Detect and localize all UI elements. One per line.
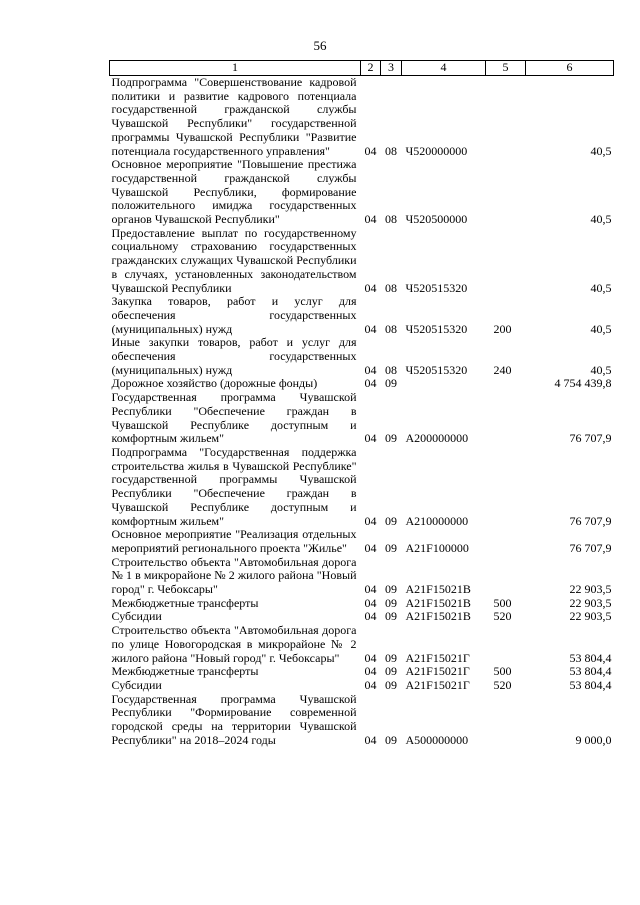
row-amount: 76 707,9: [569, 513, 612, 528]
row-target-item: А21F100000: [405, 540, 469, 555]
row-target-item: А200000000: [405, 431, 469, 446]
table-row: [110, 679, 614, 693]
row-section: 04: [364, 376, 377, 391]
row-target-item: А21F15021В: [405, 609, 471, 624]
row-subsection: 09: [385, 376, 397, 391]
table-row: [110, 158, 614, 227]
row-subsection: 09: [385, 513, 397, 528]
row-target-item: А210000000: [405, 513, 469, 528]
row-amount: 40,5: [590, 362, 612, 377]
table-row: [110, 446, 614, 528]
row-name: Основное мероприятие "Реализация отдельных мероприятий регионального проекта "Жилье": [111, 527, 357, 555]
table-row: [110, 693, 614, 748]
header-col-section: 2: [361, 61, 381, 76]
row-name: Иные закупки товаров, работ и услуг для обеспечения государственных (муниципальных) нужд: [111, 335, 357, 377]
row-name: Строительство объекта "Автомобильная дорога № 1 в микрорайоне № 2 жилого района "Новый город" г. Чебоксары": [111, 554, 357, 597]
row-name: Субсидии: [111, 609, 162, 624]
row-subsection: 08: [385, 362, 397, 377]
row-expense-type: 240: [493, 362, 512, 377]
row-section: 04: [364, 431, 377, 446]
row-target-item: [402, 377, 486, 391]
table-header: [110, 61, 614, 76]
row-amount: 76 707,9: [569, 540, 612, 555]
table-row: [110, 665, 614, 679]
row-expense-type: 500: [493, 595, 512, 610]
row-section: 04: [364, 362, 377, 377]
table-row: [110, 624, 614, 665]
row-name: Межбюджетные трансферты: [111, 664, 259, 679]
row-target-item: Ч520515320: [405, 321, 468, 336]
row-amount: 40,5: [590, 212, 612, 227]
page-number: 56: [313, 38, 327, 53]
row-target-item: А21F15021Г: [405, 664, 470, 679]
row-subsection: 08: [385, 280, 397, 295]
row-amount: 53 804,4: [569, 664, 612, 679]
budget-table: [109, 60, 614, 747]
row-section: 04: [364, 540, 377, 555]
row-expense-type: [486, 624, 526, 665]
row-expense-type: 500: [493, 664, 512, 679]
header-row: [110, 61, 614, 76]
row-name: Межбюджетные трансферты: [111, 595, 259, 610]
row-name: Подпрограмма "Государственная поддержка строительства жилья в Чувашской Республике" государственной программы Чувашской Республики "Обеспечение граждан в Чувашской Республике доступным и комфортным жильем": [111, 444, 357, 528]
row-subsection: 09: [385, 732, 397, 747]
row-subsection: 08: [385, 212, 397, 227]
row-target-item: А21F15021Г: [405, 677, 470, 692]
row-name: Основное мероприятие "Повышение престижа государственной гражданской службы Чувашской Республики, формирование положительного имиджа государственных органов Чувашской Республики": [111, 157, 357, 227]
row-name: Государственная программа Чувашской Республики "Обеспечение граждан в Чувашской Республике доступным и комфортным жильем": [111, 390, 357, 446]
row-section: 04: [364, 595, 377, 610]
row-name: Строительство объекта "Автомобильная дорога по улице Новогородская в микрорайоне № 2 жилого района "Новый город" г. Чебоксары": [111, 623, 357, 665]
row-subsection: 09: [385, 664, 397, 679]
row-section: 04: [364, 677, 377, 692]
row-expense-type: [486, 556, 526, 597]
row-expense-type: [486, 158, 526, 227]
row-target-item: А21F15021Г: [405, 650, 470, 665]
table-body: [110, 76, 614, 748]
row-section: 04: [364, 212, 377, 227]
row-target-item: Ч520000000: [405, 143, 468, 158]
row-name: Государственная программа Чувашской Республики "Формирование современной городской среды на территории Чувашской Республики" на 2018–2024 годы: [111, 691, 357, 747]
row-section: 04: [364, 143, 377, 158]
row-subsection: 09: [385, 582, 397, 597]
table-row: [110, 227, 614, 296]
table-row: [110, 391, 614, 446]
row-name: Закупка товаров, работ и услуг для обеспечения государственных (муниципальных) нужд: [111, 294, 357, 336]
row-expense-type: [486, 391, 526, 446]
header-col-target-item: 4: [402, 61, 486, 76]
header-col-name: 1: [110, 61, 361, 76]
row-section: 04: [364, 513, 377, 528]
row-subsection: 09: [385, 540, 397, 555]
row-expense-type: [486, 377, 526, 391]
table-row: [110, 528, 614, 555]
row-amount: 9 000,0: [575, 732, 612, 747]
row-subsection: 09: [385, 431, 397, 446]
row-subsection: 09: [385, 595, 397, 610]
table-row: [110, 556, 614, 597]
row-name: Субсидии: [111, 677, 162, 692]
row-target-item: А500000000: [405, 732, 469, 747]
row-amount: 4 754 439,8: [554, 376, 612, 391]
row-section: 04: [364, 582, 377, 597]
row-amount: 22 903,5: [569, 582, 612, 597]
row-amount: 53 804,4: [569, 677, 612, 692]
table-row: [110, 597, 614, 611]
row-amount: 53 804,4: [569, 650, 612, 665]
row-expense-type: [486, 227, 526, 296]
table-row: [110, 295, 614, 336]
row-target-item: Ч520515320: [405, 362, 468, 377]
row-target-item: Ч520515320: [405, 280, 468, 295]
row-subsection: 09: [385, 609, 397, 624]
row-expense-type: [486, 693, 526, 748]
header-col-subsection: 3: [381, 61, 402, 76]
row-target-item: А21F15021В: [405, 595, 471, 610]
row-expense-type: [486, 528, 526, 555]
row-expense-type: 520: [493, 677, 512, 692]
row-target-item: А21F15021В: [405, 582, 471, 597]
row-expense-type: [486, 446, 526, 528]
row-section: 04: [364, 650, 377, 665]
row-subsection: 09: [385, 650, 397, 665]
row-section: 04: [364, 280, 377, 295]
row-name: Предоставление выплат по государственному социальному страхованию государственных гражданских служащих Чувашской Республики в случаях, установленных законодательством Чувашской Республики: [111, 225, 357, 295]
table-row: [110, 610, 614, 624]
table-row: [110, 377, 614, 391]
row-subsection: 08: [385, 321, 397, 336]
row-name: Подпрограмма "Совершенствование кадровой политики и развитие кадрового потенциала государственной гражданской службы Чувашской Республики" государственной программы Чувашской Республики "Развитие потенциала государственного управления": [111, 75, 357, 158]
row-amount: 40,5: [590, 280, 612, 295]
row-section: 04: [364, 321, 377, 336]
row-target-item: Ч520500000: [405, 212, 468, 227]
row-subsection: 08: [385, 143, 397, 158]
row-amount: 76 707,9: [569, 431, 612, 446]
header-col-expense-type: 5: [486, 61, 526, 76]
row-section: 04: [364, 732, 377, 747]
table-row: [110, 336, 614, 377]
table-row: [110, 76, 614, 159]
row-amount: 22 903,5: [569, 609, 612, 624]
row-amount: 22 903,5: [569, 595, 612, 610]
row-amount: 40,5: [590, 321, 612, 336]
header-col-amount: 6: [526, 61, 614, 76]
row-expense-type: 200: [493, 321, 512, 336]
row-amount: 40,5: [590, 143, 612, 158]
row-section: 04: [364, 664, 377, 679]
row-subsection: 09: [385, 677, 397, 692]
row-expense-type: [486, 76, 526, 159]
row-expense-type: 520: [493, 609, 512, 624]
row-name: Дорожное хозяйство (дорожные фонды): [111, 376, 318, 391]
row-section: 04: [364, 609, 377, 624]
